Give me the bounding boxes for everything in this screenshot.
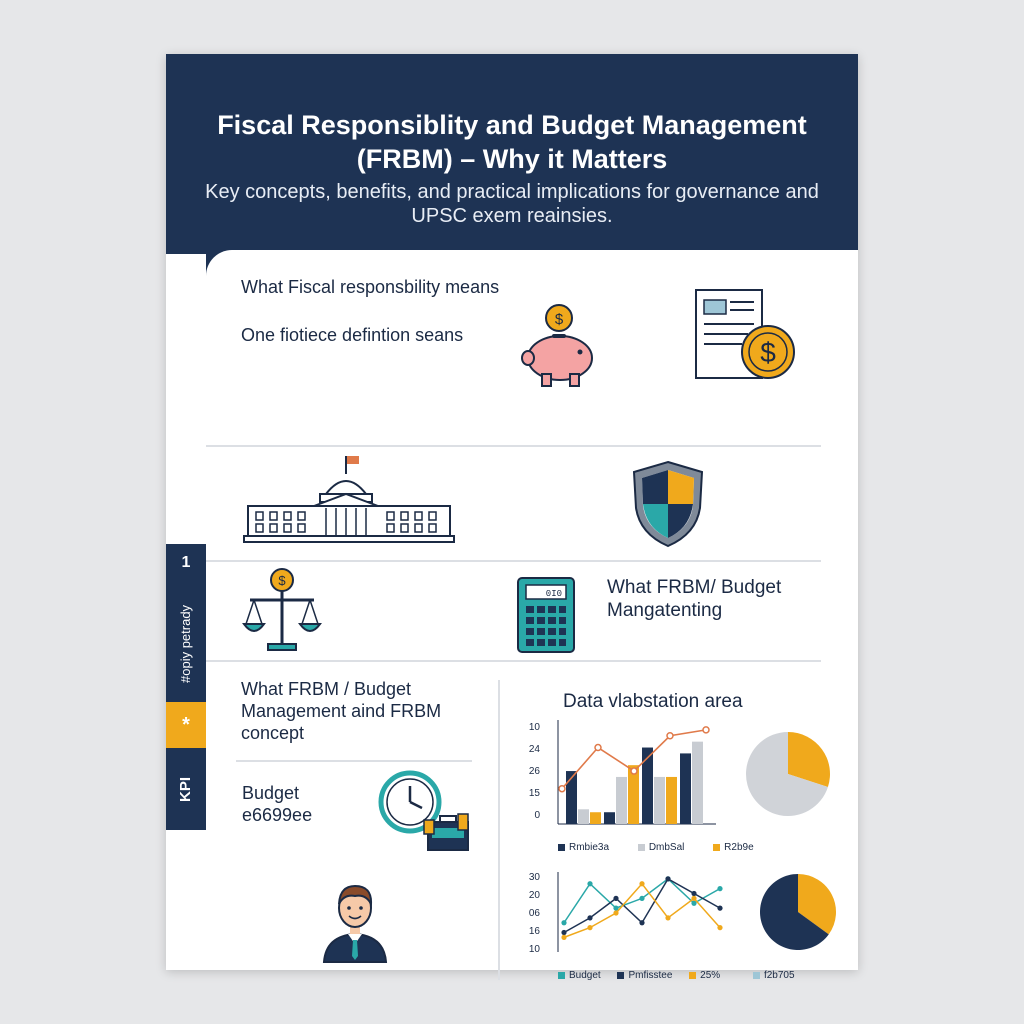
divider-1	[206, 445, 821, 447]
y-tick-label: 26	[528, 766, 540, 777]
infographic-page	[166, 54, 858, 981]
legend-item	[617, 970, 672, 981]
page-title: Fiscal Responsiblity and Budget Management (FRBM) – Why it Matters	[217, 110, 807, 174]
trend-point	[631, 768, 637, 774]
bar	[642, 748, 653, 824]
side-number: 1	[181, 554, 191, 571]
y-tick-label: 20	[528, 890, 540, 901]
series-point	[717, 925, 722, 930]
svg-text:$: $	[278, 573, 286, 588]
content-card	[206, 250, 858, 981]
bar	[680, 753, 691, 824]
legend-label: Rmbie3a	[569, 842, 610, 853]
series-point	[717, 906, 722, 911]
series-point	[665, 915, 670, 920]
bar	[590, 812, 601, 824]
legend-item	[689, 970, 720, 981]
y-tick-label: 24	[528, 744, 540, 755]
y-tick-label: 16	[528, 926, 540, 937]
shield-icon	[628, 458, 708, 550]
series-point	[691, 891, 696, 896]
y-tick-label: 30	[528, 872, 540, 883]
series-point	[587, 881, 592, 886]
bar	[654, 777, 665, 824]
series-point	[691, 896, 696, 901]
divider-4	[236, 760, 472, 762]
page-subtitle: Key concepts, benefits, and practical implications for governance and UPSC exem reainsies.	[205, 181, 819, 227]
bar	[666, 777, 677, 824]
svg-text:$: $	[760, 337, 776, 368]
person-avatar-icon	[320, 878, 390, 962]
calculator-icon	[516, 576, 576, 654]
series-point	[587, 925, 592, 930]
section4-heading: What FRBM / Budget Management aind FRBM concept	[241, 679, 442, 743]
trend-point	[703, 727, 709, 733]
trend-point	[559, 786, 565, 792]
series-point	[639, 881, 644, 886]
clock-briefcase-icon	[378, 770, 474, 856]
series-point	[613, 910, 618, 915]
series-point	[561, 930, 566, 935]
document-coin-icon	[692, 286, 802, 386]
side-kpi-label: KPI	[177, 776, 194, 802]
side-vertical-text: #opiy petrady	[178, 604, 193, 684]
line-chart-legend	[558, 970, 821, 981]
legend-label: f2b705	[763, 970, 795, 981]
calculator-display: 0I0	[545, 589, 562, 599]
series-line	[564, 884, 720, 938]
header	[166, 54, 858, 254]
side-star-badge: *	[166, 702, 206, 748]
y-tick-label: 0	[534, 810, 540, 821]
chart-area-title: Data vlabstation area	[563, 691, 743, 712]
multi-line-chart	[516, 870, 846, 970]
y-tick-label: 06	[528, 908, 540, 919]
bar	[616, 777, 627, 824]
piggy-bank-icon	[514, 300, 604, 390]
bar	[578, 809, 589, 824]
divider-3	[206, 660, 821, 662]
series-point	[665, 876, 670, 881]
y-tick-label: 10	[528, 722, 540, 733]
legend-item	[638, 842, 685, 853]
parliament-building-icon	[244, 450, 454, 546]
svg-text:$: $	[554, 311, 564, 328]
legend-item	[753, 970, 795, 981]
section1-heading: What Fiscal responsbility means	[241, 277, 500, 297]
series-point	[613, 896, 618, 901]
legend-item	[558, 970, 601, 981]
legend-item	[558, 842, 609, 853]
legend-label: DmbSal	[648, 842, 685, 853]
y-tick-label: 10	[528, 944, 540, 955]
legend-label: 25%	[700, 970, 721, 981]
vertical-divider	[498, 680, 500, 980]
divider-2	[206, 560, 821, 562]
bar-chart-legend	[558, 842, 780, 853]
series-point	[639, 920, 644, 925]
series-point	[587, 915, 592, 920]
bar	[692, 742, 703, 824]
bar	[604, 812, 615, 824]
trend-point	[667, 733, 673, 739]
y-tick-label: 15	[528, 788, 540, 799]
legend-item	[713, 842, 753, 853]
legend-label: Pmfisstee	[628, 970, 673, 981]
trend-point	[595, 745, 601, 751]
series-point	[717, 886, 722, 891]
legend-label: Budget	[569, 970, 601, 981]
series-point	[639, 896, 644, 901]
legend-label: R2b9e	[724, 842, 754, 853]
section1-text: One fiotiece defintion seans	[241, 325, 464, 345]
series-point	[561, 935, 566, 940]
series-point	[561, 920, 566, 925]
balance-scale-icon	[242, 566, 322, 656]
section4-text: Budget e6699ee	[242, 783, 313, 825]
section3-text: What FRBM/ Budget Mangatenting	[607, 577, 782, 621]
